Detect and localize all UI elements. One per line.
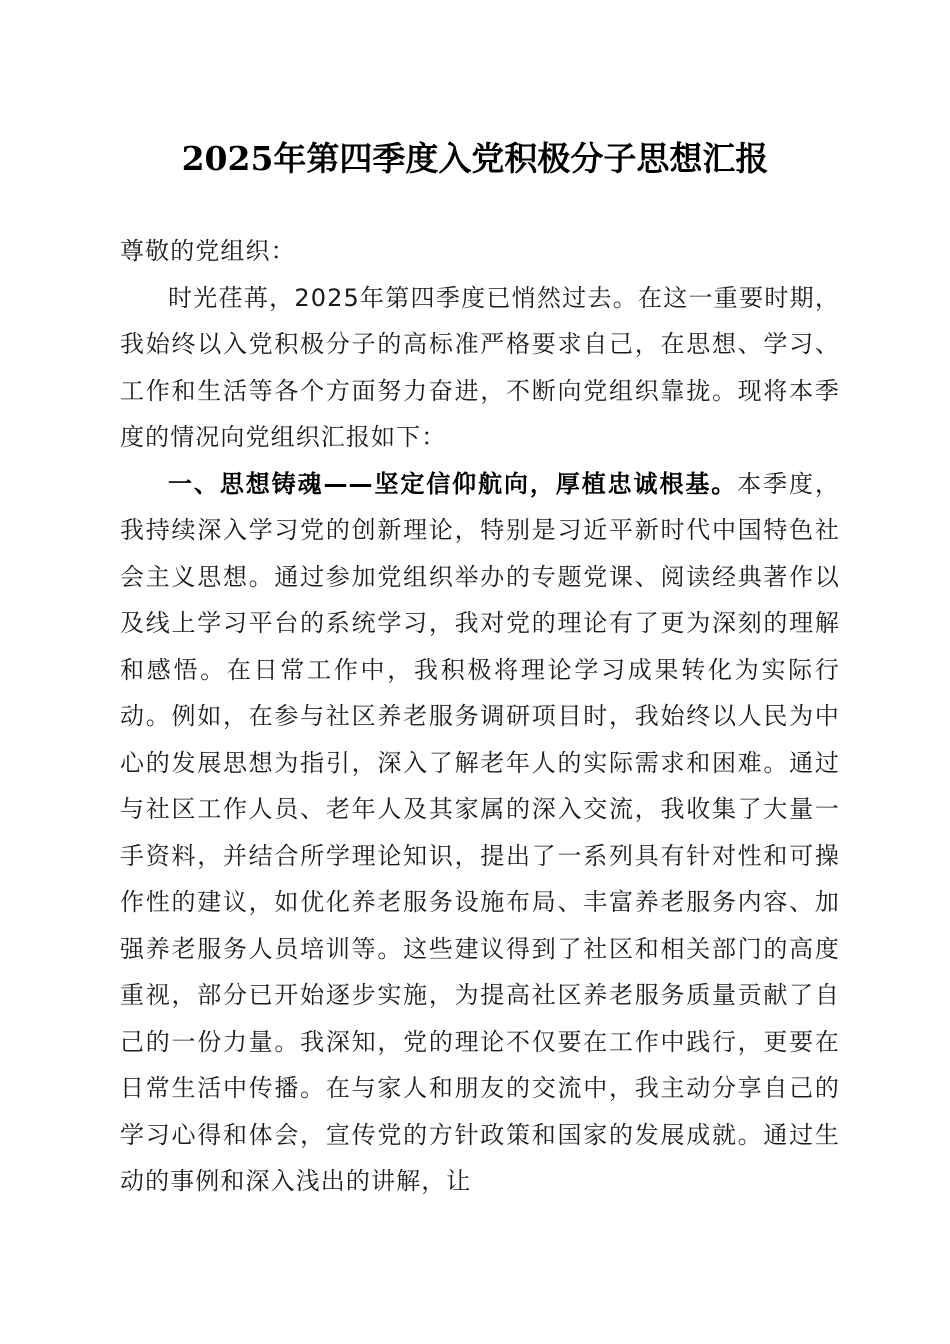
section-1-body: 本季度，我持续深入学习党的创新理论，特别是习近平新时代中国特色社会主义思想。通过参加党组织举办的专题党课、阅读经典著作以及线上学习平台的系统学习，我对党的理论有了更为深刻的理解和感悟。在日常工作中，我积极将理论学习成果转化为实际行动。例如，在参与社区养老服务调研项目时，我始终以人民为中心的发展思想为指引，深入了解老年人的实际需求和困难。通过与社区工作人员、老年人及其家属的深入交流，我收集了大量一手资料，并结合所学理论知识，提出了一系列具有针对性和可操作性的建议，如优化养老服务设施布局、丰富养老服务内容、加强养老服务人员培训等。这些建议得到了社区和相关部门的高度重视，部分已开始逐步实施，为提高社区养老服务质量贡献了自己的一份力量。我深知，党的理论不仅要在工作中践行，更要在日常生活中传播。在与家人和朋友的交流中，我主动分享自己的学习心得和体会，宣传党的方针政策和国家的发展成就。通过生动的事例和深入浅出的讲解，让 (120, 469, 840, 1195)
document-body (120, 228, 840, 1205)
intro-paragraph: 时光荏苒，2025年第四季度已悄然过去。在这一重要时期，我始终以入党积极分子的高标准严格要求自己，在思想、学习、工作和生活等各个方面努力奋进，不断向党组织靠拢。现将本季度的情况向党组织汇报如下： (120, 283, 840, 451)
section-1-heading: 一、思想铸魂——坚定信仰航向，厚植忠诚根基。 (168, 469, 738, 498)
section-1-paragraph (120, 461, 840, 1205)
salutation: 尊敬的党组织： (120, 237, 296, 265)
document-title: 2025年第四季度入党积极分子思想汇报 (181, 139, 769, 178)
